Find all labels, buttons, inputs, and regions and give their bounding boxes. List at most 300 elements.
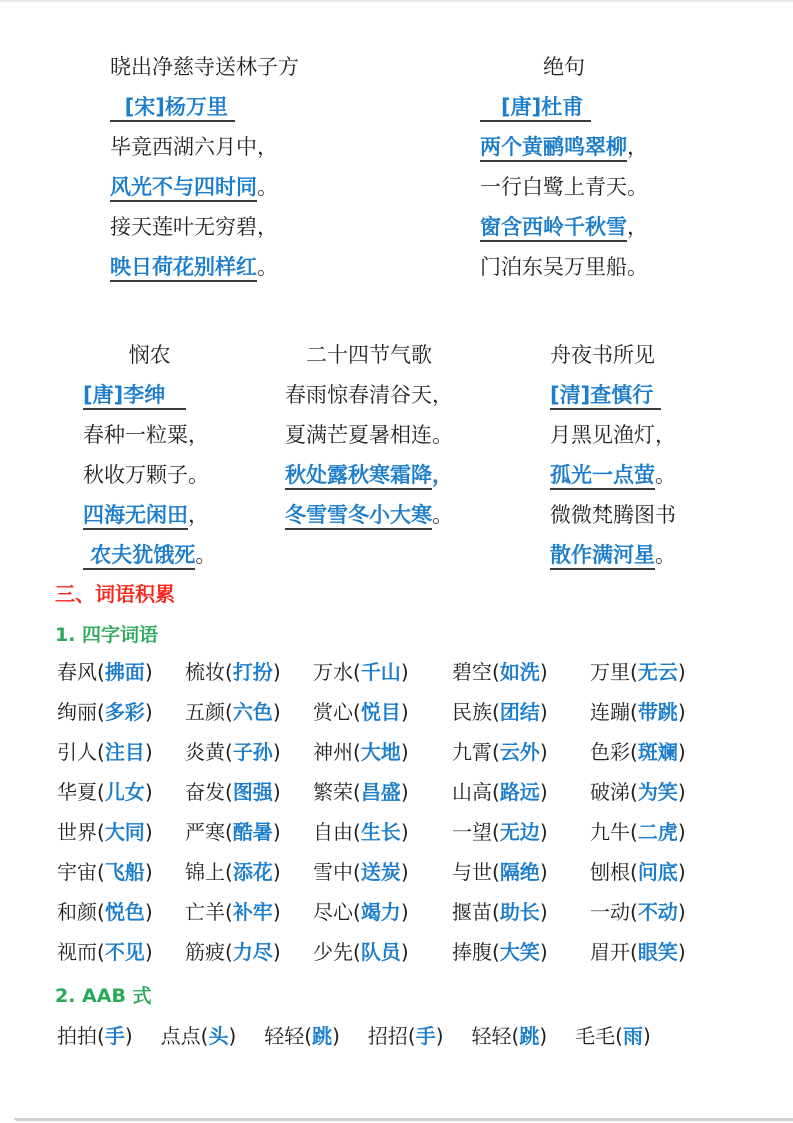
word-blank-answer: 补牢 — [232, 900, 273, 924]
word-base: 民族 — [452, 700, 492, 724]
close-paren: ) — [400, 820, 409, 844]
word-blank-answer: 酷暑 — [232, 820, 273, 844]
word-base: 万里 — [590, 660, 630, 684]
close-paren: ) — [677, 820, 686, 844]
close-paren: ) — [642, 1024, 651, 1048]
word-blank-answer: 团结 — [499, 700, 540, 724]
close-paren: ) — [400, 740, 409, 764]
word-blank-answer: 助长 — [499, 900, 540, 924]
word-blank-answer: 千山 — [360, 660, 401, 684]
word-blank-answer: 大同 — [104, 820, 145, 844]
open-paren: ( — [630, 740, 638, 764]
word-base: 拍拍 — [57, 1024, 97, 1048]
close-paren: ) — [272, 700, 281, 724]
open-paren: ( — [492, 740, 500, 764]
open-paren: ( — [225, 660, 233, 684]
poem-text: 。 — [257, 255, 278, 279]
poem-highlight-text: 两个黄鹂鸣翠柳 — [480, 135, 627, 162]
word-blank-answer: 路远 — [499, 780, 540, 804]
word-base: 繁荣 — [313, 780, 353, 804]
word-item — [185, 652, 313, 692]
poem — [110, 47, 299, 287]
word-item — [57, 652, 185, 692]
poem-author — [480, 87, 648, 127]
word-blank-answer: 二虎 — [637, 820, 678, 844]
close-paren: ) — [677, 940, 686, 964]
poem-text: 。 — [195, 543, 217, 567]
poem-text: ， — [627, 215, 648, 239]
poem-text: 微微梵腾图书 — [550, 503, 676, 527]
open-paren: ( — [97, 660, 105, 684]
close-paren: ) — [272, 860, 281, 884]
close-paren: ) — [539, 860, 548, 884]
word-base: 破涕 — [590, 780, 630, 804]
word-blank-answer: 注目 — [104, 740, 145, 764]
close-paren: ) — [272, 780, 281, 804]
poem-line — [550, 495, 676, 535]
word-item — [590, 652, 736, 692]
poem-text: 。 — [257, 175, 278, 199]
word-item — [575, 1016, 651, 1056]
word-base: 色彩 — [590, 740, 630, 764]
poem-title: 悯农 — [128, 343, 171, 367]
poem-text: 毕竟西湖六月中， — [110, 135, 278, 159]
word-item — [452, 852, 590, 892]
open-paren: ( — [492, 860, 500, 884]
word-blank-answer: 如洗 — [499, 660, 540, 684]
word-item — [313, 692, 452, 732]
word-blank-answer: 竭力 — [360, 900, 401, 924]
close-paren: ) — [539, 900, 548, 924]
word-blank-answer: 悦色 — [104, 900, 145, 924]
word-base: 绚丽 — [57, 700, 97, 724]
word-blank-answer: 头 — [208, 1024, 229, 1048]
open-paren: ( — [225, 900, 233, 924]
close-paren: ) — [272, 940, 281, 964]
word-blank-answer: 云外 — [499, 740, 540, 764]
word-base: 万水 — [313, 660, 353, 684]
poem-text: 。 — [432, 503, 453, 527]
poem-line — [285, 455, 453, 495]
word-blank-answer: 飞船 — [104, 860, 145, 884]
open-paren: ( — [630, 660, 638, 684]
poem-text: 秋收万颗子。 — [83, 463, 209, 487]
poem-text: 门泊东吴万里船。 — [480, 255, 648, 279]
section-heading-word-accumulation: 三、词语积累 — [55, 582, 175, 606]
poem-text: ， — [432, 463, 453, 487]
word-item — [590, 692, 736, 732]
open-paren: ( — [492, 660, 500, 684]
word-blank-answer: 斑斓 — [637, 740, 678, 764]
word-base: 轻轻 — [471, 1024, 512, 1048]
close-paren: ) — [539, 700, 548, 724]
open-paren: ( — [353, 700, 361, 724]
close-paren: ) — [677, 860, 686, 884]
open-paren: ( — [615, 1024, 623, 1048]
word-base: 锦上 — [185, 860, 225, 884]
word-item — [313, 652, 452, 692]
word-base: 和颜 — [57, 900, 97, 924]
open-paren: ( — [200, 1024, 209, 1048]
word-blank-answer: 不见 — [104, 940, 145, 964]
word-base: 尽心 — [313, 900, 353, 924]
word-blank-answer: 图强 — [232, 780, 273, 804]
close-paren: ) — [144, 660, 153, 684]
open-paren: ( — [225, 740, 233, 764]
word-base: 世界 — [57, 820, 97, 844]
word-blank-answer: 拂面 — [104, 660, 145, 684]
open-paren: ( — [353, 900, 361, 924]
word-base: 梳妆 — [185, 660, 225, 684]
poem-text: 夏满芒夏暑相连。 — [285, 423, 453, 447]
open-paren: ( — [225, 940, 233, 964]
close-paren: ) — [400, 860, 409, 884]
word-blank-answer: 六色 — [232, 700, 273, 724]
word-base: 捧腹 — [452, 940, 492, 964]
open-paren: ( — [97, 1024, 105, 1048]
word-base: 一望 — [452, 820, 492, 844]
word-blank-answer: 带跳 — [637, 700, 678, 724]
open-paren: ( — [630, 940, 638, 964]
word-blank-answer: 无云 — [637, 660, 678, 684]
word-item — [313, 772, 452, 812]
word-base: 九牛 — [590, 820, 630, 844]
poem-author — [110, 87, 299, 127]
poem — [480, 47, 648, 287]
close-paren: ) — [144, 940, 153, 964]
close-paren: ) — [435, 1024, 444, 1048]
word-blank-answer: 跳 — [519, 1024, 540, 1048]
word-blank-answer: 生长 — [360, 820, 401, 844]
poem-highlight-text: 风光不与四时同 — [110, 175, 257, 202]
poem-line — [83, 535, 216, 575]
close-paren: ) — [124, 1024, 133, 1048]
word-base: 神州 — [313, 740, 353, 764]
poem-title: 二十四节气歌 — [306, 343, 432, 367]
poem-text: ， — [188, 503, 209, 527]
word-item — [313, 852, 452, 892]
poem-highlight-text: [唐]李绅 — [83, 383, 186, 410]
poem-line — [285, 415, 453, 455]
open-paren: ( — [492, 900, 500, 924]
poem-text: 。 — [655, 543, 676, 567]
poem-text: 春雨惊春清谷天， — [285, 383, 453, 407]
word-base: 碧空 — [452, 660, 492, 684]
word-item — [57, 732, 185, 772]
open-paren: ( — [97, 700, 105, 724]
word-blank-answer: 添花 — [232, 860, 273, 884]
word-item — [590, 732, 736, 772]
word-item — [368, 1016, 444, 1056]
close-paren: ) — [400, 940, 409, 964]
word-blank-answer: 打扮 — [232, 660, 273, 684]
open-paren: ( — [630, 780, 638, 804]
open-paren: ( — [353, 940, 361, 964]
poem-line — [480, 167, 648, 207]
poem-highlight-text: 散作满河星 — [550, 543, 655, 570]
word-blank-answer: 雨 — [622, 1024, 643, 1048]
poem — [550, 335, 676, 575]
open-paren: ( — [492, 820, 500, 844]
word-base: 五颜 — [185, 700, 225, 724]
word-base: 连蹦 — [590, 700, 630, 724]
word-item — [57, 1016, 133, 1056]
word-base: 刨根 — [590, 860, 630, 884]
poem-text: 。 — [655, 463, 676, 487]
word-base: 少先 — [313, 940, 353, 964]
close-paren: ) — [677, 700, 686, 724]
word-base: 点点 — [160, 1024, 201, 1048]
close-paren: ) — [539, 740, 548, 764]
word-item — [185, 852, 313, 892]
word-item — [313, 812, 452, 852]
word-blank-answer: 眼笑 — [637, 940, 678, 964]
word-item — [313, 932, 452, 972]
close-paren: ) — [400, 700, 409, 724]
word-base: 自由 — [313, 820, 353, 844]
word-item — [452, 732, 590, 772]
poem-line — [110, 167, 299, 207]
close-paren: ) — [272, 740, 281, 764]
open-paren: ( — [353, 860, 361, 884]
word-base: 严寒 — [185, 820, 225, 844]
open-paren: ( — [630, 860, 638, 884]
open-paren: ( — [225, 780, 233, 804]
poem — [83, 335, 216, 575]
word-item — [313, 892, 452, 932]
poem-line — [550, 535, 676, 575]
word-blank-answer: 昌盛 — [360, 780, 401, 804]
word-blank-answer: 悦目 — [360, 700, 401, 724]
four-char-word-grid — [57, 652, 736, 972]
word-blank-answer: 跳 — [312, 1024, 333, 1048]
word-blank-answer: 大笑 — [499, 940, 540, 964]
word-blank-answer: 问底 — [637, 860, 678, 884]
poem-highlight-text: 映日荷花别样红 — [110, 255, 257, 282]
open-paren: ( — [492, 940, 500, 964]
word-blank-answer: 无边 — [499, 820, 540, 844]
open-paren: ( — [97, 740, 105, 764]
poem-line — [480, 127, 648, 167]
poem-highlight-text: [清]查慎行 — [550, 383, 661, 410]
word-item — [452, 892, 590, 932]
word-item — [57, 772, 185, 812]
word-item — [264, 1016, 340, 1056]
close-paren: ) — [144, 740, 153, 764]
poem-text: 一行白鹭上青天。 — [480, 175, 648, 199]
close-paren: ) — [144, 900, 153, 924]
open-paren: ( — [304, 1024, 313, 1048]
word-base: 春风 — [57, 660, 97, 684]
poem-title: 晓出净慈寺送林子方 — [110, 55, 299, 79]
word-item — [161, 1016, 237, 1056]
word-item — [590, 932, 736, 972]
poem-text: 春种一粒粟， — [83, 423, 209, 447]
poem-line — [110, 247, 299, 287]
close-paren: ) — [144, 860, 153, 884]
poem — [285, 335, 453, 535]
word-item — [57, 812, 185, 852]
word-blank-answer: 子孙 — [232, 740, 273, 764]
close-paren: ) — [539, 940, 548, 964]
close-paren: ) — [677, 900, 686, 924]
close-paren: ) — [272, 660, 281, 684]
open-paren: ( — [97, 900, 105, 924]
word-item — [185, 772, 313, 812]
word-base: 一动 — [590, 900, 630, 924]
poem-line — [110, 207, 299, 247]
open-paren: ( — [630, 900, 638, 924]
word-item — [590, 892, 736, 932]
close-paren: ) — [400, 900, 409, 924]
open-paren: ( — [225, 820, 233, 844]
aab-word-row — [57, 1016, 651, 1056]
poem-line — [550, 415, 676, 455]
word-base: 眉开 — [590, 940, 630, 964]
open-paren: ( — [492, 780, 500, 804]
close-paren: ) — [272, 900, 281, 924]
word-item — [590, 852, 736, 892]
word-base: 炎黄 — [185, 740, 225, 764]
word-blank-answer: 送炭 — [360, 860, 401, 884]
word-item — [185, 892, 313, 932]
word-item — [452, 692, 590, 732]
word-item — [452, 772, 590, 812]
word-blank-answer: 手 — [415, 1024, 436, 1048]
close-paren: ) — [228, 1024, 237, 1048]
poem-highlight-text: 冬雪雪冬小大寒 — [285, 503, 432, 530]
poem-highlight-text: [唐]杜甫 — [480, 95, 591, 122]
poem-line — [110, 127, 299, 167]
poem-line — [550, 455, 676, 495]
word-item — [472, 1016, 548, 1056]
word-blank-answer: 队员 — [360, 940, 401, 964]
close-paren: ) — [144, 700, 153, 724]
open-paren: ( — [407, 1024, 416, 1048]
word-base: 引人 — [57, 740, 97, 764]
poem-title: 舟夜书所见 — [550, 343, 655, 367]
word-item — [185, 932, 313, 972]
poem-text: 接天莲叶无穷碧， — [110, 215, 278, 239]
poem-highlight-text: [宋]杨万里 — [110, 95, 235, 122]
word-item — [590, 772, 736, 812]
open-paren: ( — [630, 700, 638, 724]
word-blank-answer: 多彩 — [104, 700, 145, 724]
word-base: 亡羊 — [185, 900, 225, 924]
open-paren: ( — [225, 700, 233, 724]
poem-line — [480, 247, 648, 287]
poem-author — [550, 375, 676, 415]
open-paren: ( — [353, 780, 361, 804]
poem-title: 绝句 — [543, 55, 585, 79]
open-paren: ( — [97, 860, 105, 884]
poem-highlight-text: 农夫犹饿死 — [83, 543, 195, 570]
word-item — [313, 732, 452, 772]
poem-highlight-text: 四海无闲田 — [83, 503, 188, 530]
word-blank-answer: 力尽 — [232, 940, 273, 964]
word-base: 筋疲 — [185, 940, 225, 964]
word-blank-answer: 儿女 — [104, 780, 145, 804]
subsection-four-char-words: 1. 四字词语 — [55, 624, 159, 646]
poem-line — [480, 207, 648, 247]
word-base: 宇宙 — [57, 860, 97, 884]
poem-highlight-text: 窗含西岭千秋雪 — [480, 215, 627, 242]
word-base: 山高 — [452, 780, 492, 804]
word-item — [185, 812, 313, 852]
poem-author — [83, 375, 216, 415]
close-paren: ) — [332, 1024, 340, 1048]
poem-line — [285, 495, 453, 535]
poem-line — [285, 375, 453, 415]
close-paren: ) — [677, 660, 686, 684]
poem-line — [83, 455, 216, 495]
word-blank-answer: 隔绝 — [499, 860, 540, 884]
poem-line — [83, 495, 216, 535]
open-paren: ( — [225, 860, 233, 884]
word-item — [57, 852, 185, 892]
word-item — [452, 652, 590, 692]
word-base: 赏心 — [313, 700, 353, 724]
word-base: 轻轻 — [264, 1024, 305, 1048]
poem-highlight-text: 孤光一点萤 — [550, 463, 655, 490]
word-item — [57, 892, 185, 932]
open-paren: ( — [353, 820, 361, 844]
word-base: 视而 — [57, 940, 97, 964]
word-item — [185, 692, 313, 732]
word-item — [452, 812, 590, 852]
close-paren: ) — [539, 780, 548, 804]
word-base: 九霄 — [452, 740, 492, 764]
open-paren: ( — [511, 1024, 520, 1048]
word-base: 与世 — [452, 860, 492, 884]
poem-text: 月黑见渔灯， — [550, 423, 676, 447]
open-paren: ( — [630, 820, 638, 844]
close-paren: ) — [677, 740, 686, 764]
word-item — [185, 732, 313, 772]
word-item — [590, 812, 736, 852]
close-paren: ) — [400, 780, 409, 804]
word-base: 奋发 — [185, 780, 225, 804]
close-paren: ) — [539, 820, 548, 844]
close-paren: ) — [539, 1024, 548, 1048]
word-blank-answer: 为笑 — [637, 780, 678, 804]
subsection-aab-words: 2. AAB 式 — [55, 985, 152, 1007]
poem-text: ， — [627, 135, 648, 159]
open-paren: ( — [353, 740, 361, 764]
word-base: 招招 — [367, 1024, 408, 1048]
word-blank-answer: 不动 — [637, 900, 678, 924]
close-paren: ) — [144, 820, 153, 844]
open-paren: ( — [353, 660, 361, 684]
close-paren: ) — [400, 660, 409, 684]
word-item — [57, 692, 185, 732]
close-paren: ) — [144, 780, 153, 804]
word-item — [57, 932, 185, 972]
word-base: 雪中 — [313, 860, 353, 884]
poem-line — [83, 415, 216, 455]
open-paren: ( — [97, 940, 105, 964]
open-paren: ( — [97, 820, 105, 844]
poem-highlight-text: 秋处露秋寒霜降 — [285, 463, 432, 490]
open-paren: ( — [492, 700, 500, 724]
close-paren: ) — [272, 820, 281, 844]
open-paren: ( — [97, 780, 105, 804]
word-base: 毛毛 — [575, 1024, 616, 1048]
word-blank-answer: 手 — [104, 1024, 125, 1048]
word-base: 华夏 — [57, 780, 97, 804]
close-paren: ) — [677, 780, 686, 804]
word-base: 揠苗 — [452, 900, 492, 924]
